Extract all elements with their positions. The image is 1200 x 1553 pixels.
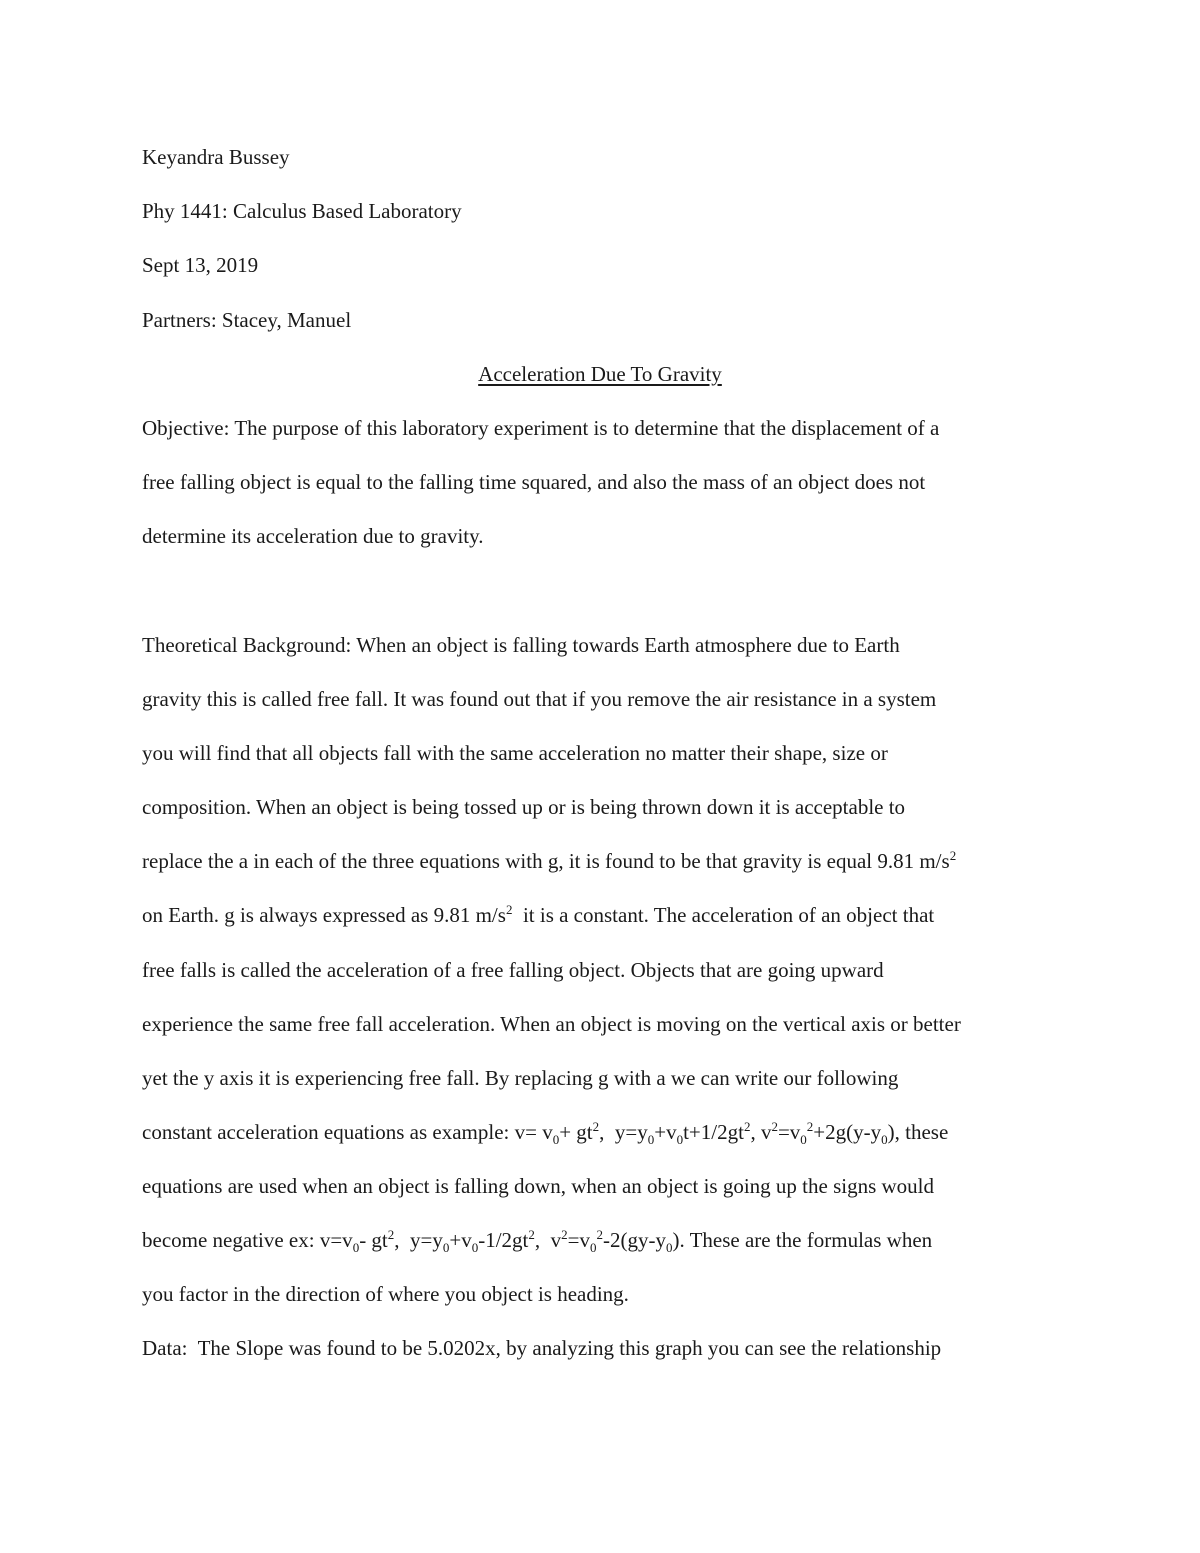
background-line: free falls is called the acceleration of a free falling object. Objects that are going upward [142, 958, 884, 982]
data-line: Data: The Slope was found to be 5.0202x, by analyzing this graph you can see the relationship [142, 1336, 942, 1360]
superscript: 2 [743, 1119, 751, 1134]
subscript: 0 [665, 1240, 673, 1256]
background-line: experience the same free fall acceleration. When an object is moving on the vertical axis or better [142, 1012, 961, 1036]
eq-text: +2g(y-y [813, 1120, 882, 1144]
eq-text: =v [777, 1120, 801, 1144]
eq-text: -2(gy-y [602, 1228, 666, 1252]
superscript: 2 [387, 1227, 395, 1242]
subscript: 0 [881, 1132, 888, 1148]
constant-text-b: it is a constant. The acceleration of an object that [512, 903, 935, 927]
subscript: 0 [552, 1132, 560, 1148]
objective-line: free falling object is equal to the falling time squared, and also the mass of an object does not [142, 470, 926, 494]
background-line: you factor in the direction of where you object is heading. [142, 1282, 629, 1306]
background-line: gravity this is called free fall. It was found out that if you remove the air resistance in a system [142, 687, 937, 711]
eq-text: , v [534, 1228, 562, 1252]
superscript: 2 [771, 1119, 778, 1134]
eq-text: t+1/2gt [683, 1120, 744, 1144]
background-line: Theoretical Background: When an object is falling towards Earth atmosphere due to Earth [142, 633, 900, 657]
eq-text: + gt [559, 1120, 593, 1144]
eq-text: constant acceleration equations as example: v= v [142, 1120, 553, 1144]
eq-text: +v [654, 1120, 677, 1144]
eq-text: +v [449, 1228, 472, 1252]
superscript: 2 [505, 902, 513, 917]
eq-text: , v [750, 1120, 772, 1144]
subscript: 0 [800, 1132, 807, 1148]
objective-line: determine its acceleration due to gravity. [142, 524, 484, 548]
eq-text: ), these [887, 1120, 949, 1144]
superscript: 2 [596, 1227, 603, 1242]
objective-line: Objective: The purpose of this laboratory experiment is to determine that the displacement of a [142, 416, 940, 440]
subscript: 0 [471, 1240, 479, 1256]
author-name: Keyandra Bussey [142, 145, 290, 169]
eq-text: become negative ex: v=v [142, 1228, 353, 1252]
document-title [0, 361, 1200, 387]
superscript: 2 [528, 1227, 535, 1242]
superscript: 2 [806, 1119, 814, 1134]
background-line: yet the y axis it is experiencing free fall. By replacing g with a we can write our following [142, 1066, 899, 1090]
document-title-text: Acceleration Due To Gravity [478, 362, 722, 386]
superscript: 2 [561, 1227, 568, 1242]
eq-text: -1/2gt [478, 1228, 529, 1252]
background-line: equations are used when an object is falling down, when an object is going up the signs would [142, 1174, 935, 1198]
background-line-constant [142, 902, 934, 928]
report-date: Sept 13, 2019 [142, 253, 259, 277]
eq-text: , y=y [394, 1228, 443, 1252]
course-name: Phy 1441: Calculus Based Laboratory [142, 199, 462, 223]
superscript: 2 [949, 848, 957, 863]
background-line-gravity [142, 848, 956, 874]
background-line: you will find that all objects fall with the same acceleration no matter their shape, size or [142, 741, 888, 765]
eq-text: - gt [359, 1228, 388, 1252]
background-line: composition. When an object is being tossed up or is being thrown down it is acceptable to [142, 795, 906, 819]
partners-line: Partners: Stacey, Manuel [142, 308, 352, 332]
gravity-text: replace the a in each of the three equations with g, it is found to be that gravity is equal 9.81 m/s [142, 849, 950, 873]
subscript: 0 [352, 1240, 360, 1256]
subscript: 0 [647, 1132, 655, 1148]
superscript: 2 [592, 1119, 600, 1134]
subscript: 0 [442, 1240, 450, 1256]
equations-rising-line [142, 1227, 933, 1256]
constant-text-a: on Earth. g is always expressed as 9.81 m/s [142, 903, 506, 927]
equations-falling-line [142, 1119, 949, 1148]
subscript: 0 [589, 1240, 597, 1256]
eq-text: =v [567, 1228, 590, 1252]
eq-text: ). These are the formulas when [672, 1228, 933, 1252]
eq-text: , y=y [599, 1120, 648, 1144]
subscript: 0 [676, 1132, 684, 1148]
